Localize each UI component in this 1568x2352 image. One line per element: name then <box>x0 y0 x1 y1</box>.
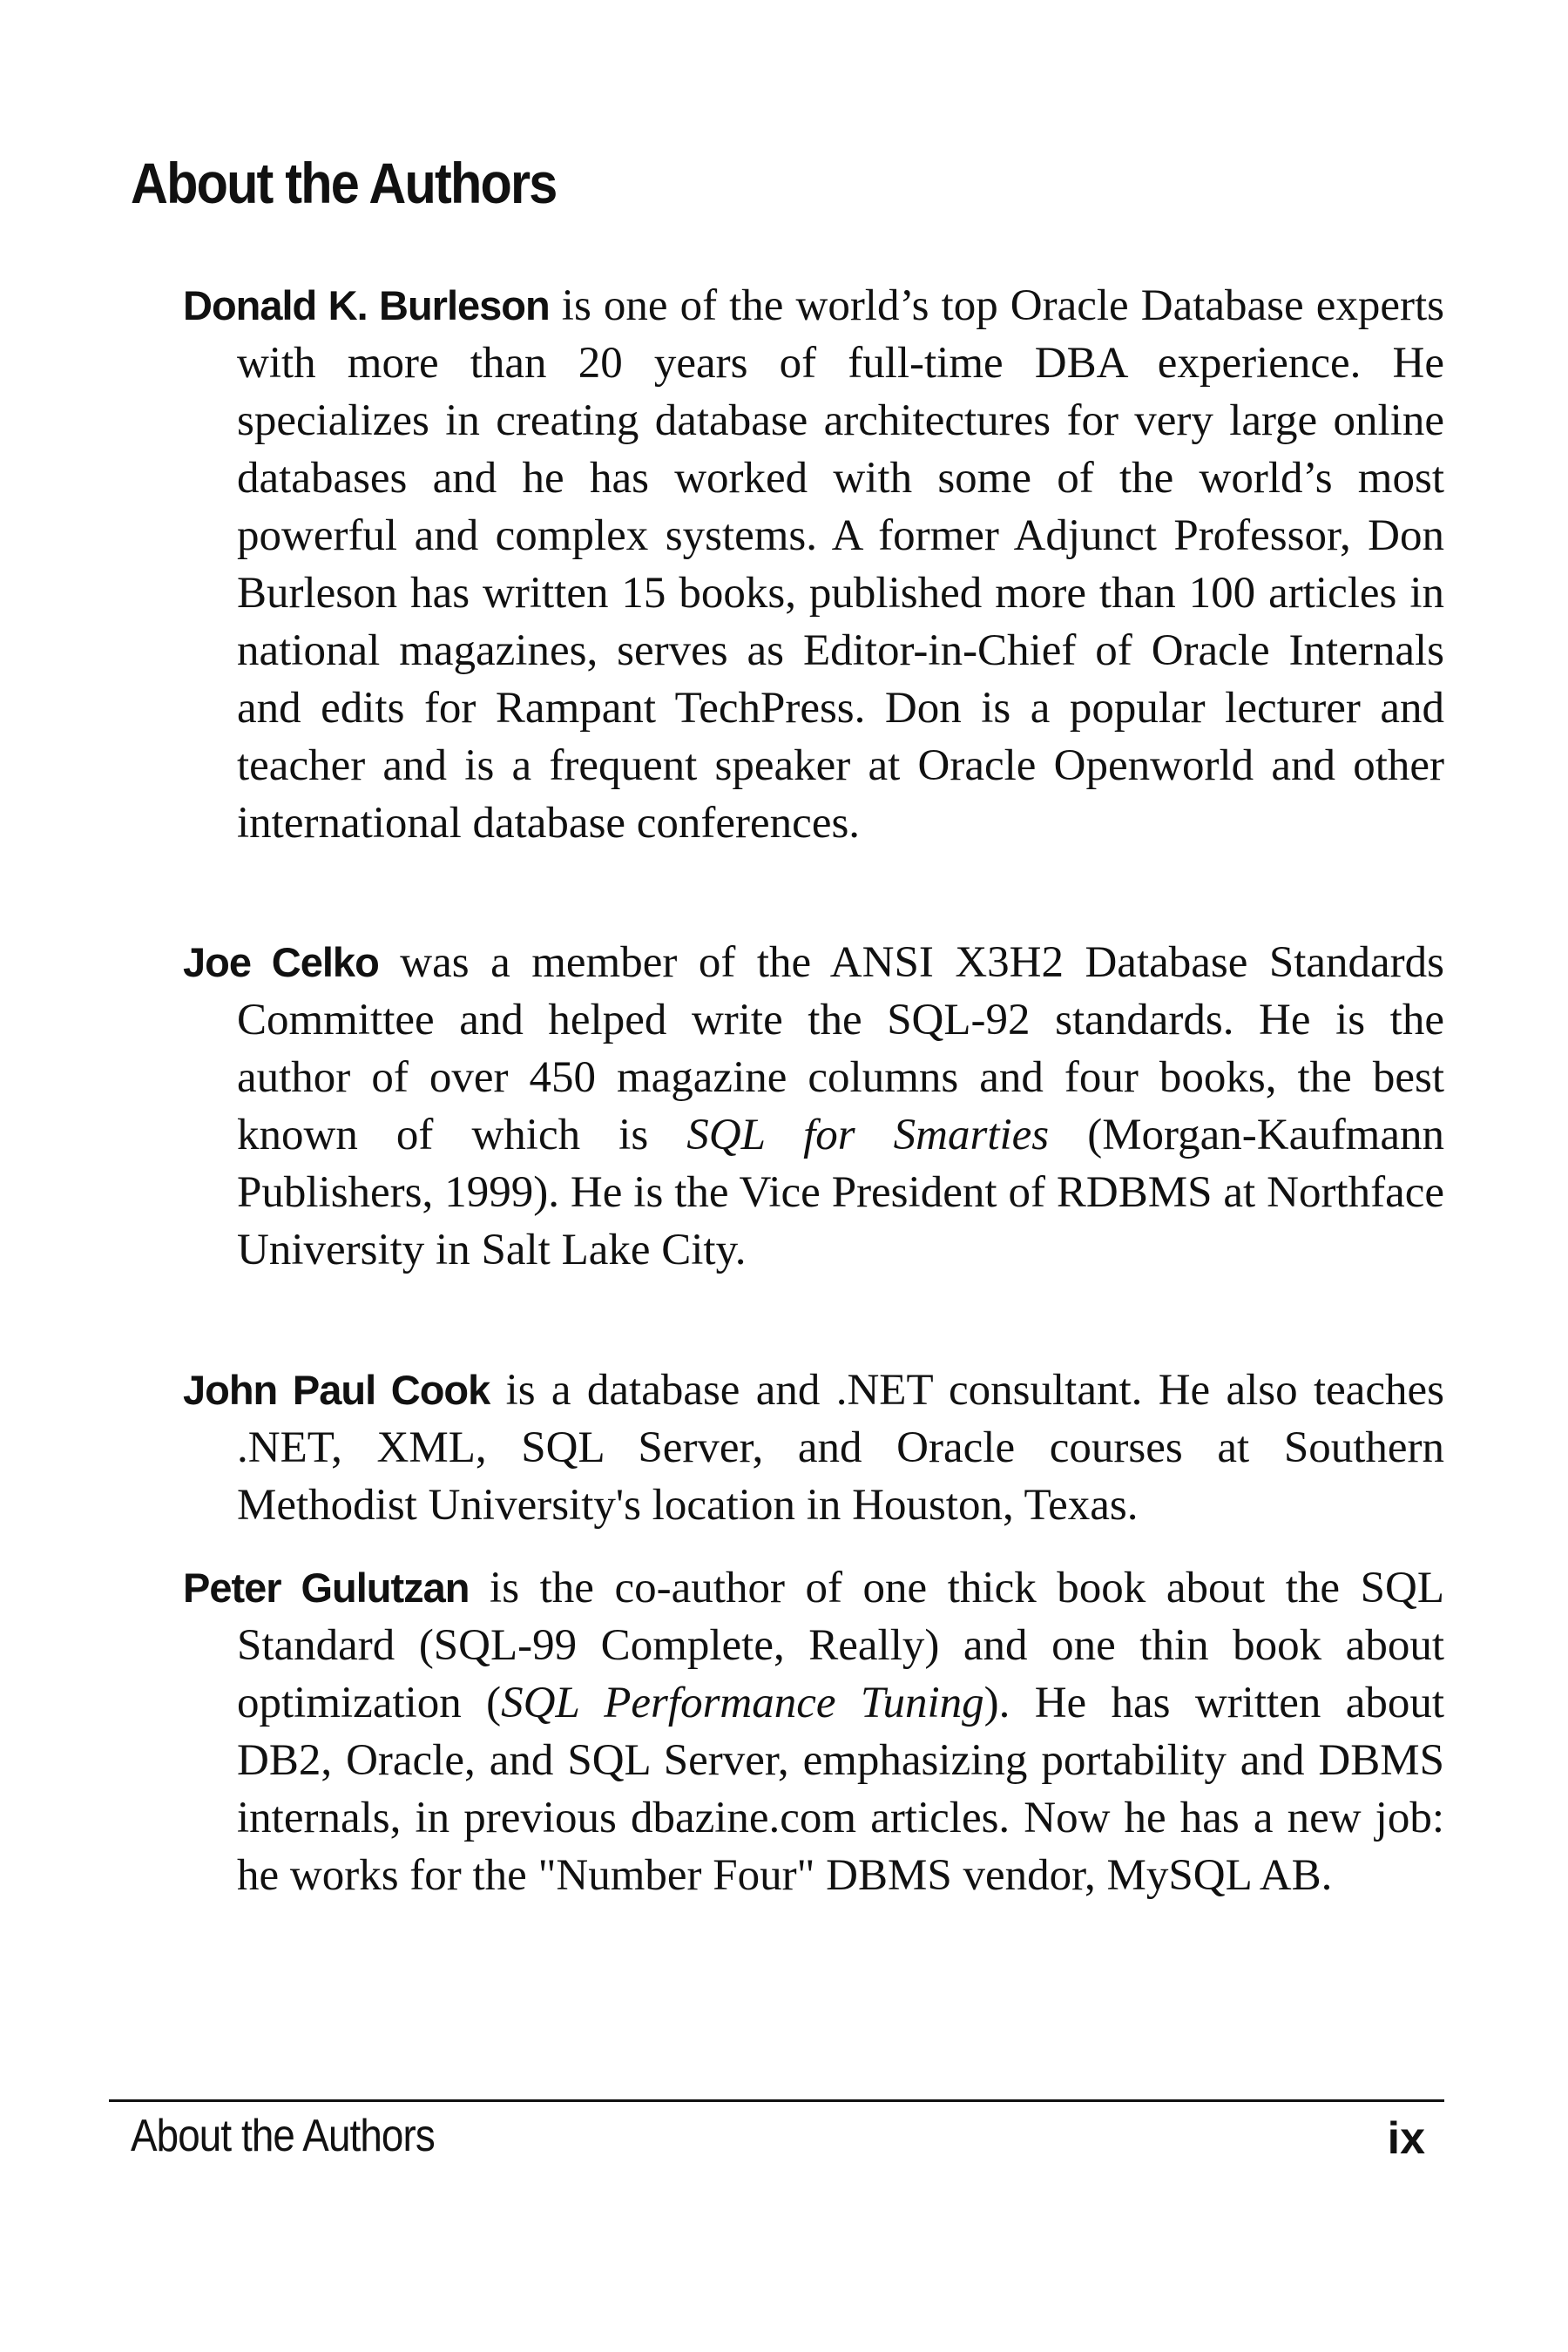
page-title: About the Authors <box>131 151 557 215</box>
page-number: ix <box>1387 2113 1425 2164</box>
author-bio-burleson <box>183 277 1444 852</box>
author-bio-text: is one of the world’s top Oracle Database experts with more than 20 years of full-time DBA experience. He specializes in creating database architectures for very large online databases and he has worked with some of the world’s most powerful and complex systems. A former Adjunct Professor, Don Burleson has written 15 books, published more than 100 articles in national magazines, serves as Editor-in-Chief of Oracle Internals and edits for Rampant TechPress. Don is a popular lecturer and teacher and is a frequent speaker at Oracle Openworld and other international database conferences. <box>237 281 1444 848</box>
author-name: Donald K. Burleson <box>183 282 550 328</box>
author-bio-gulutzan <box>183 1559 1444 1904</box>
author-bio-text: ). He has written about DB2, Oracle, and SQL Server, emphasizing portability and DBMS internals, in previous dbazine.com articles. Now he has a new job: he works for the "Number Four" DBMS vendor, MySQL AB. <box>237 1679 1444 1900</box>
author-bio-text: (Morgan-Kaufmann Publishers, 1999). He is the Vice President of RDBMS at Northface University in Salt Lake City. <box>237 1111 1444 1274</box>
author-bio-celko <box>183 934 1444 1279</box>
book-title: SQL for Smarties <box>686 1111 1050 1159</box>
footer-divider <box>109 2099 1444 2102</box>
book-title: SQL Performance Tuning <box>501 1679 984 1727</box>
author-name: Joe Celko <box>183 939 379 985</box>
author-bio-text: is the co-author of one thick book about the SQL Standard (SQL-99 Complete, Really) and one thin book about optimization ( <box>237 1564 1444 1727</box>
author-bio-text: was a member of the ANSI X3H2 Database Standards Committee and helped write the SQL-92 standards. He is the author of over 450 magazine columns and four books, the best known of which is <box>237 938 1445 1159</box>
author-bio-cook <box>183 1362 1444 1534</box>
author-name: John Paul Cook <box>183 1367 490 1413</box>
author-name: Peter Gulutzan <box>183 1565 470 1611</box>
running-footer-title: About the Authors <box>131 2111 435 2161</box>
author-bio-text: is a database and .NET consultant. He also teaches .NET, XML, SQL Server, and Oracle courses at Southern Methodist University's location in Houston, Texas. <box>237 1366 1445 1530</box>
